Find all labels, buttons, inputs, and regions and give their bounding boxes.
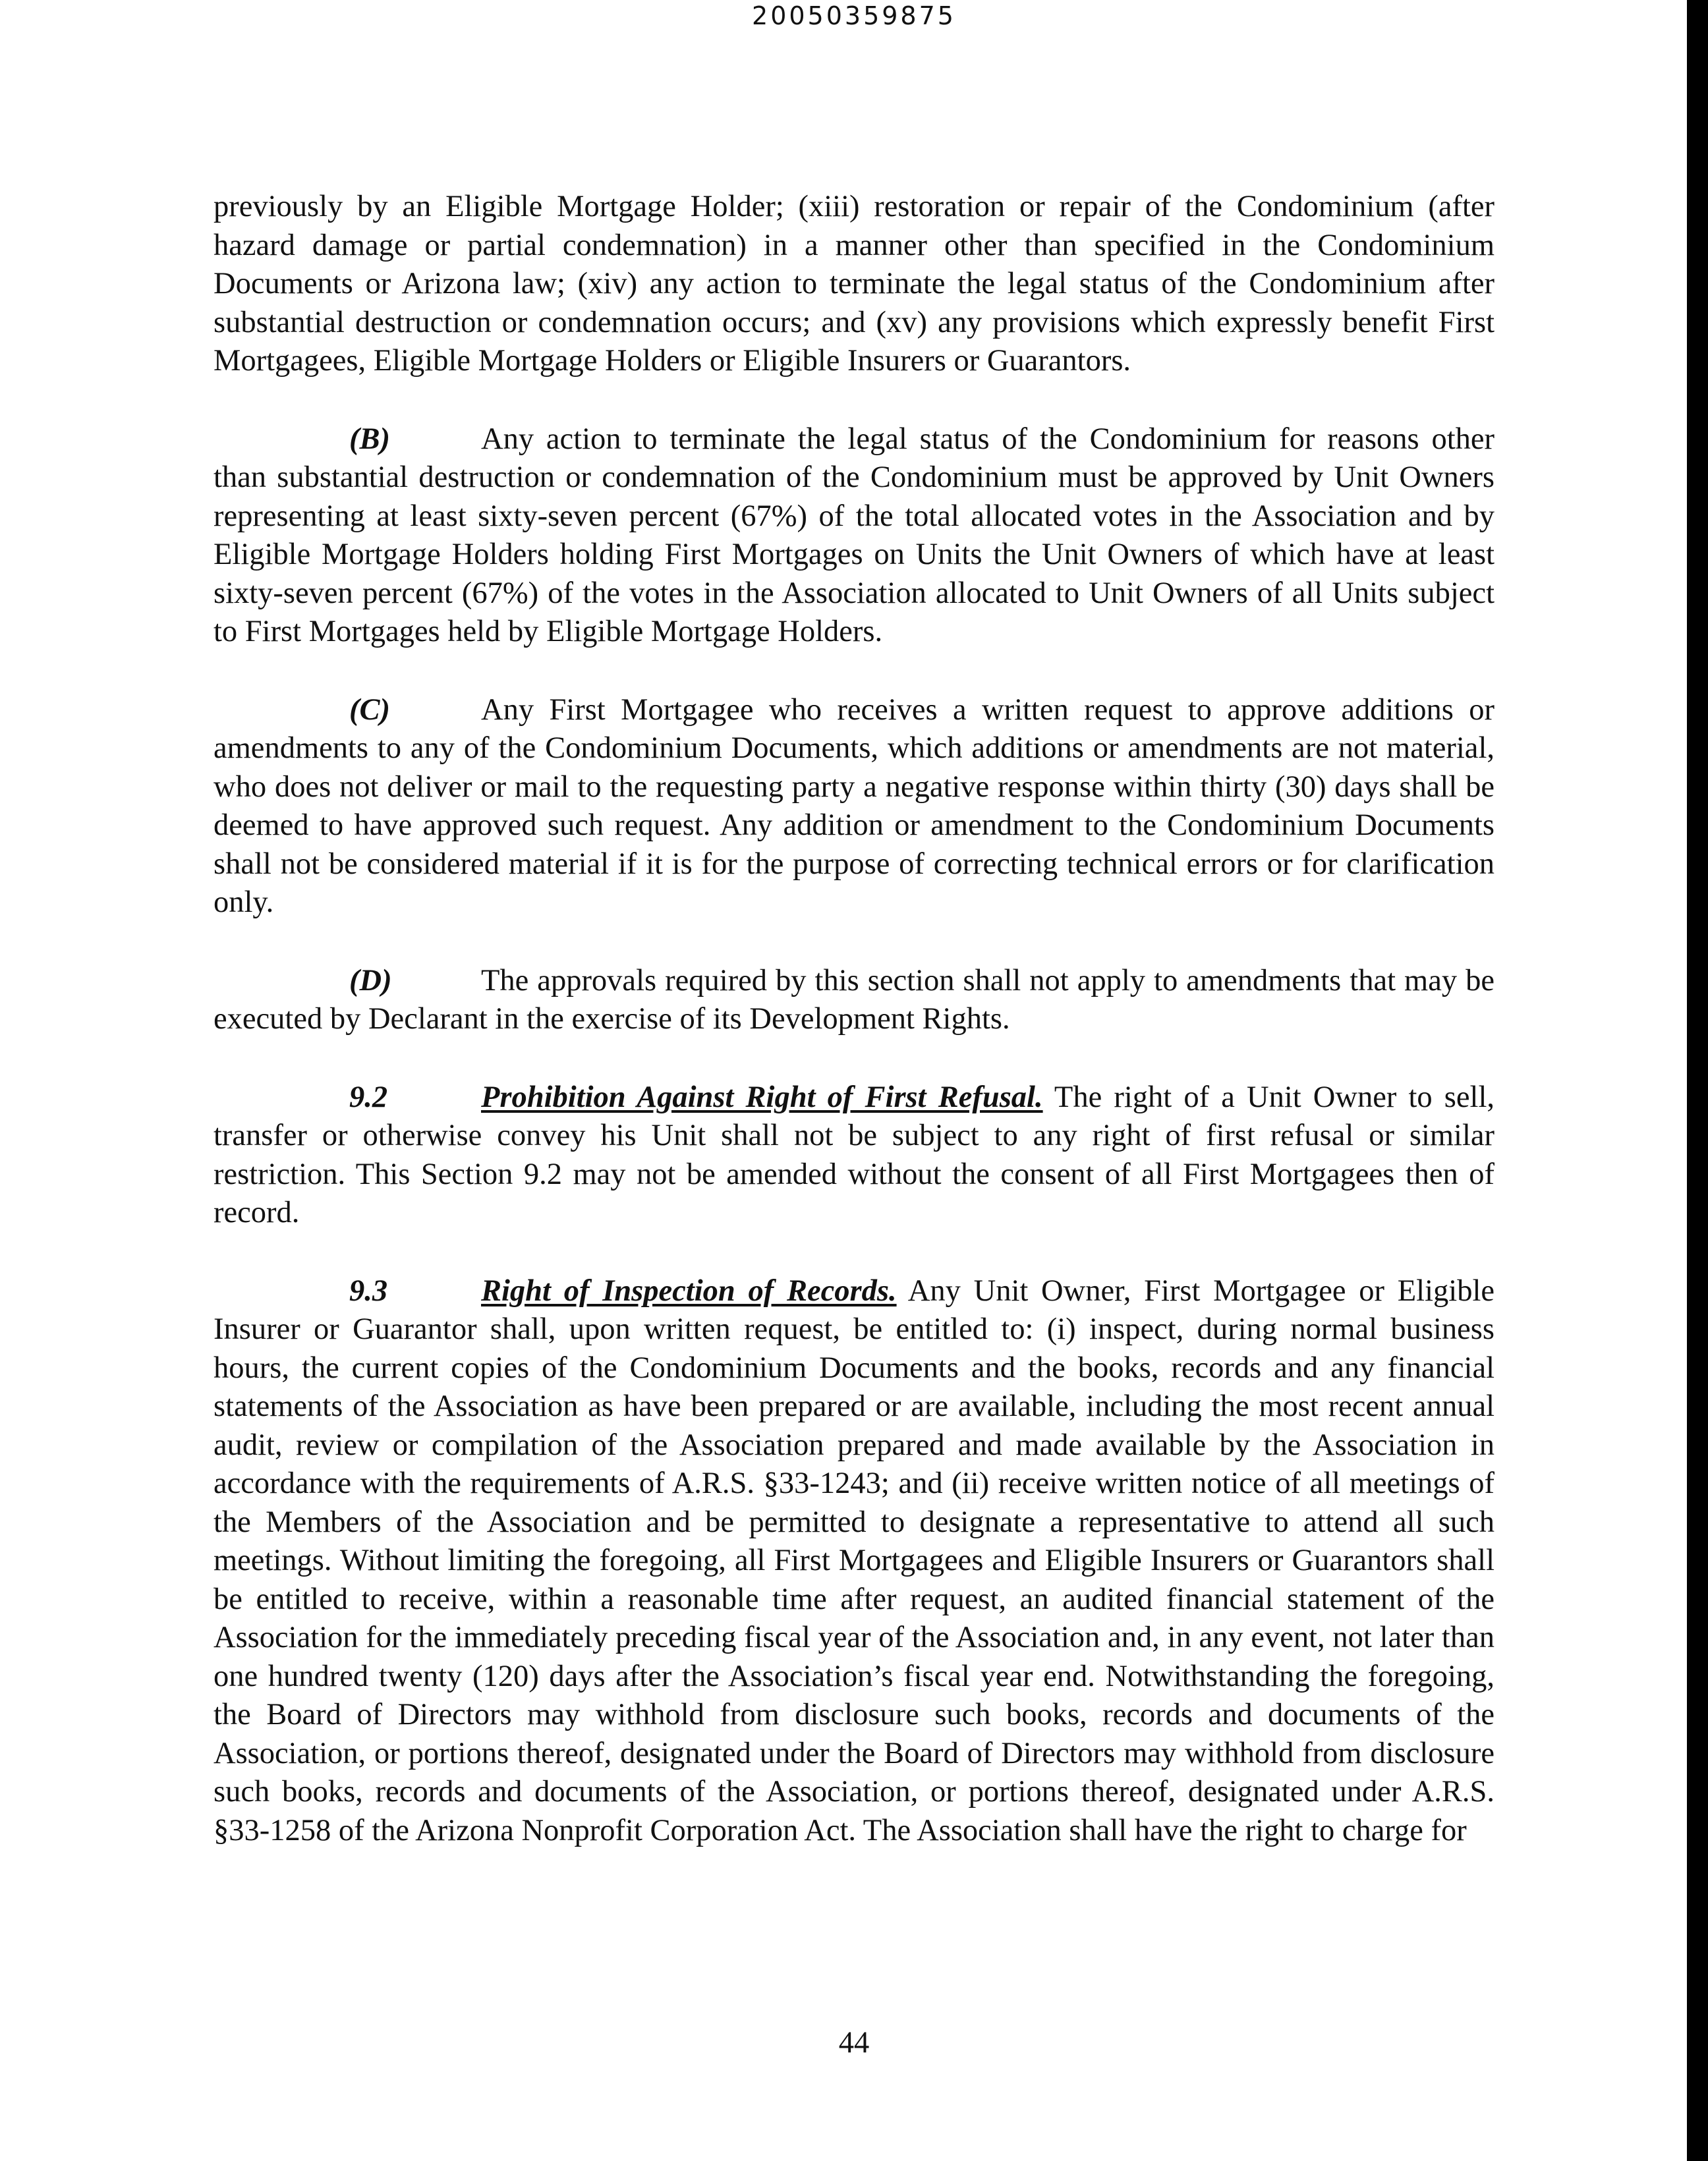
section-title: Right of Inspection of Records. [481,1274,897,1308]
paragraph-label: (B) [349,422,390,456]
paragraph-text: Any action to terminate the legal status of the Condominium for reasons other than substantial destruction or condemnation of the Condominium must be approved by Unit Owners representing at least sixty-seven percent (67%) of the total allocated votes in the Association and by Eligible Mortgage Holders holding First Mortgages on Units the Unit Owners of which have at least sixty-seven percent (67%) of the votes in the Association allocated to Unit Owners of all Units subject to First Mortgages held by Eligible Mortgage Holders. [214,422,1494,648]
paragraph-label: (C) [349,692,390,727]
paragraph-text: The approvals required by this section shall not apply to amendments that may be executed by Declarant in the exercise of its Development Rights. [214,963,1494,1036]
document-body [214,188,1494,1850]
paragraph-text: Any First Mortgagee who receives a written request to approve additions or amendments to any of the Condominium Documents, which additions or amendments are not material, who does not deliver or mail to the requesting party a negative response within thirty (30) days shall be deemed to have approved such request. Any addition or amendment to the Condominium Documents shall not be considered material if it is for the purpose of correcting technical errors or for clarification only. [214,692,1494,919]
page-number: 44 [838,2026,870,2060]
paragraph-continuation [214,188,1494,381]
paragraph-label: (D) [349,963,392,997]
paragraph-b [214,420,1494,652]
paragraph-text: previously by an Eligible Mortgage Holder; (xiii) restoration or repair of the Condominium (after hazard damage or partial condemnation) in a manner other than specified in the Condominium Documents or Arizona law; (xiv) any action to terminate the legal status of the Condominium after substantial destruction or condemnation occurs; and (xv) any provisions which expressly benefit First Mortgagees, Eligible Mortgage Holders or Eligible Insurers or Guarantors. [214,190,1494,378]
section-9-3 [214,1272,1494,1851]
paragraph-c [214,691,1494,922]
section-number: 9.3 [349,1274,388,1308]
section-text: The right of a Unit Owner to sell, transfer or otherwise convey his Unit shall not be subject to any right of first refusal or similar restriction. This Section 9.2 may not be amended without the consent of all First Mortgagees then of record. [214,1080,1495,1229]
paragraph-d [214,962,1494,1039]
section-9-2 [214,1079,1494,1233]
section-title: Prohibition Against Right of First Refusal. [481,1080,1043,1114]
document-number: 20050359875 [752,1,956,30]
section-text: Any Unit Owner, First Mortgagee or Eligible Insurer or Guarantor shall, upon written request, be entitled to: (i) inspect, during normal business hours, the current copies of the Condominium Documents and the books, records and any financial statements of the Association as have been prepared or are available, including the most recent annual audit, review or compilation of the Association prepared and made available by the Association in accordance with the requirements of A.R.S. §33-1243; and (ii) receive written notice of all meetings of the Members of the Association and be permitted to designate a representative to attend all such meetings. Without limiting the foregoing, all First Mortgagees and Eligible Insurers or Guarantors shall be entitled to receive, within a reasonable time after request, an audited financial statement of the Association for the immediately preceding fiscal year of the Association and, in any event, not later than one hundred twenty (120) days after the Association’s fiscal year end. Notwithstanding the foregoing, the Board of Directors may withhold from disclosure such books, records and documents of the Association, or portions thereof, designated under the Board of Directors may withhold from disclosure such books, records and documents of the Association, or portions thereof, designated under A.R.S. §33-1258 of the Arizona Nonprofit Corporation Act. The Association shall have the right to charge for [214,1274,1494,1847]
section-number: 9.2 [349,1080,388,1114]
